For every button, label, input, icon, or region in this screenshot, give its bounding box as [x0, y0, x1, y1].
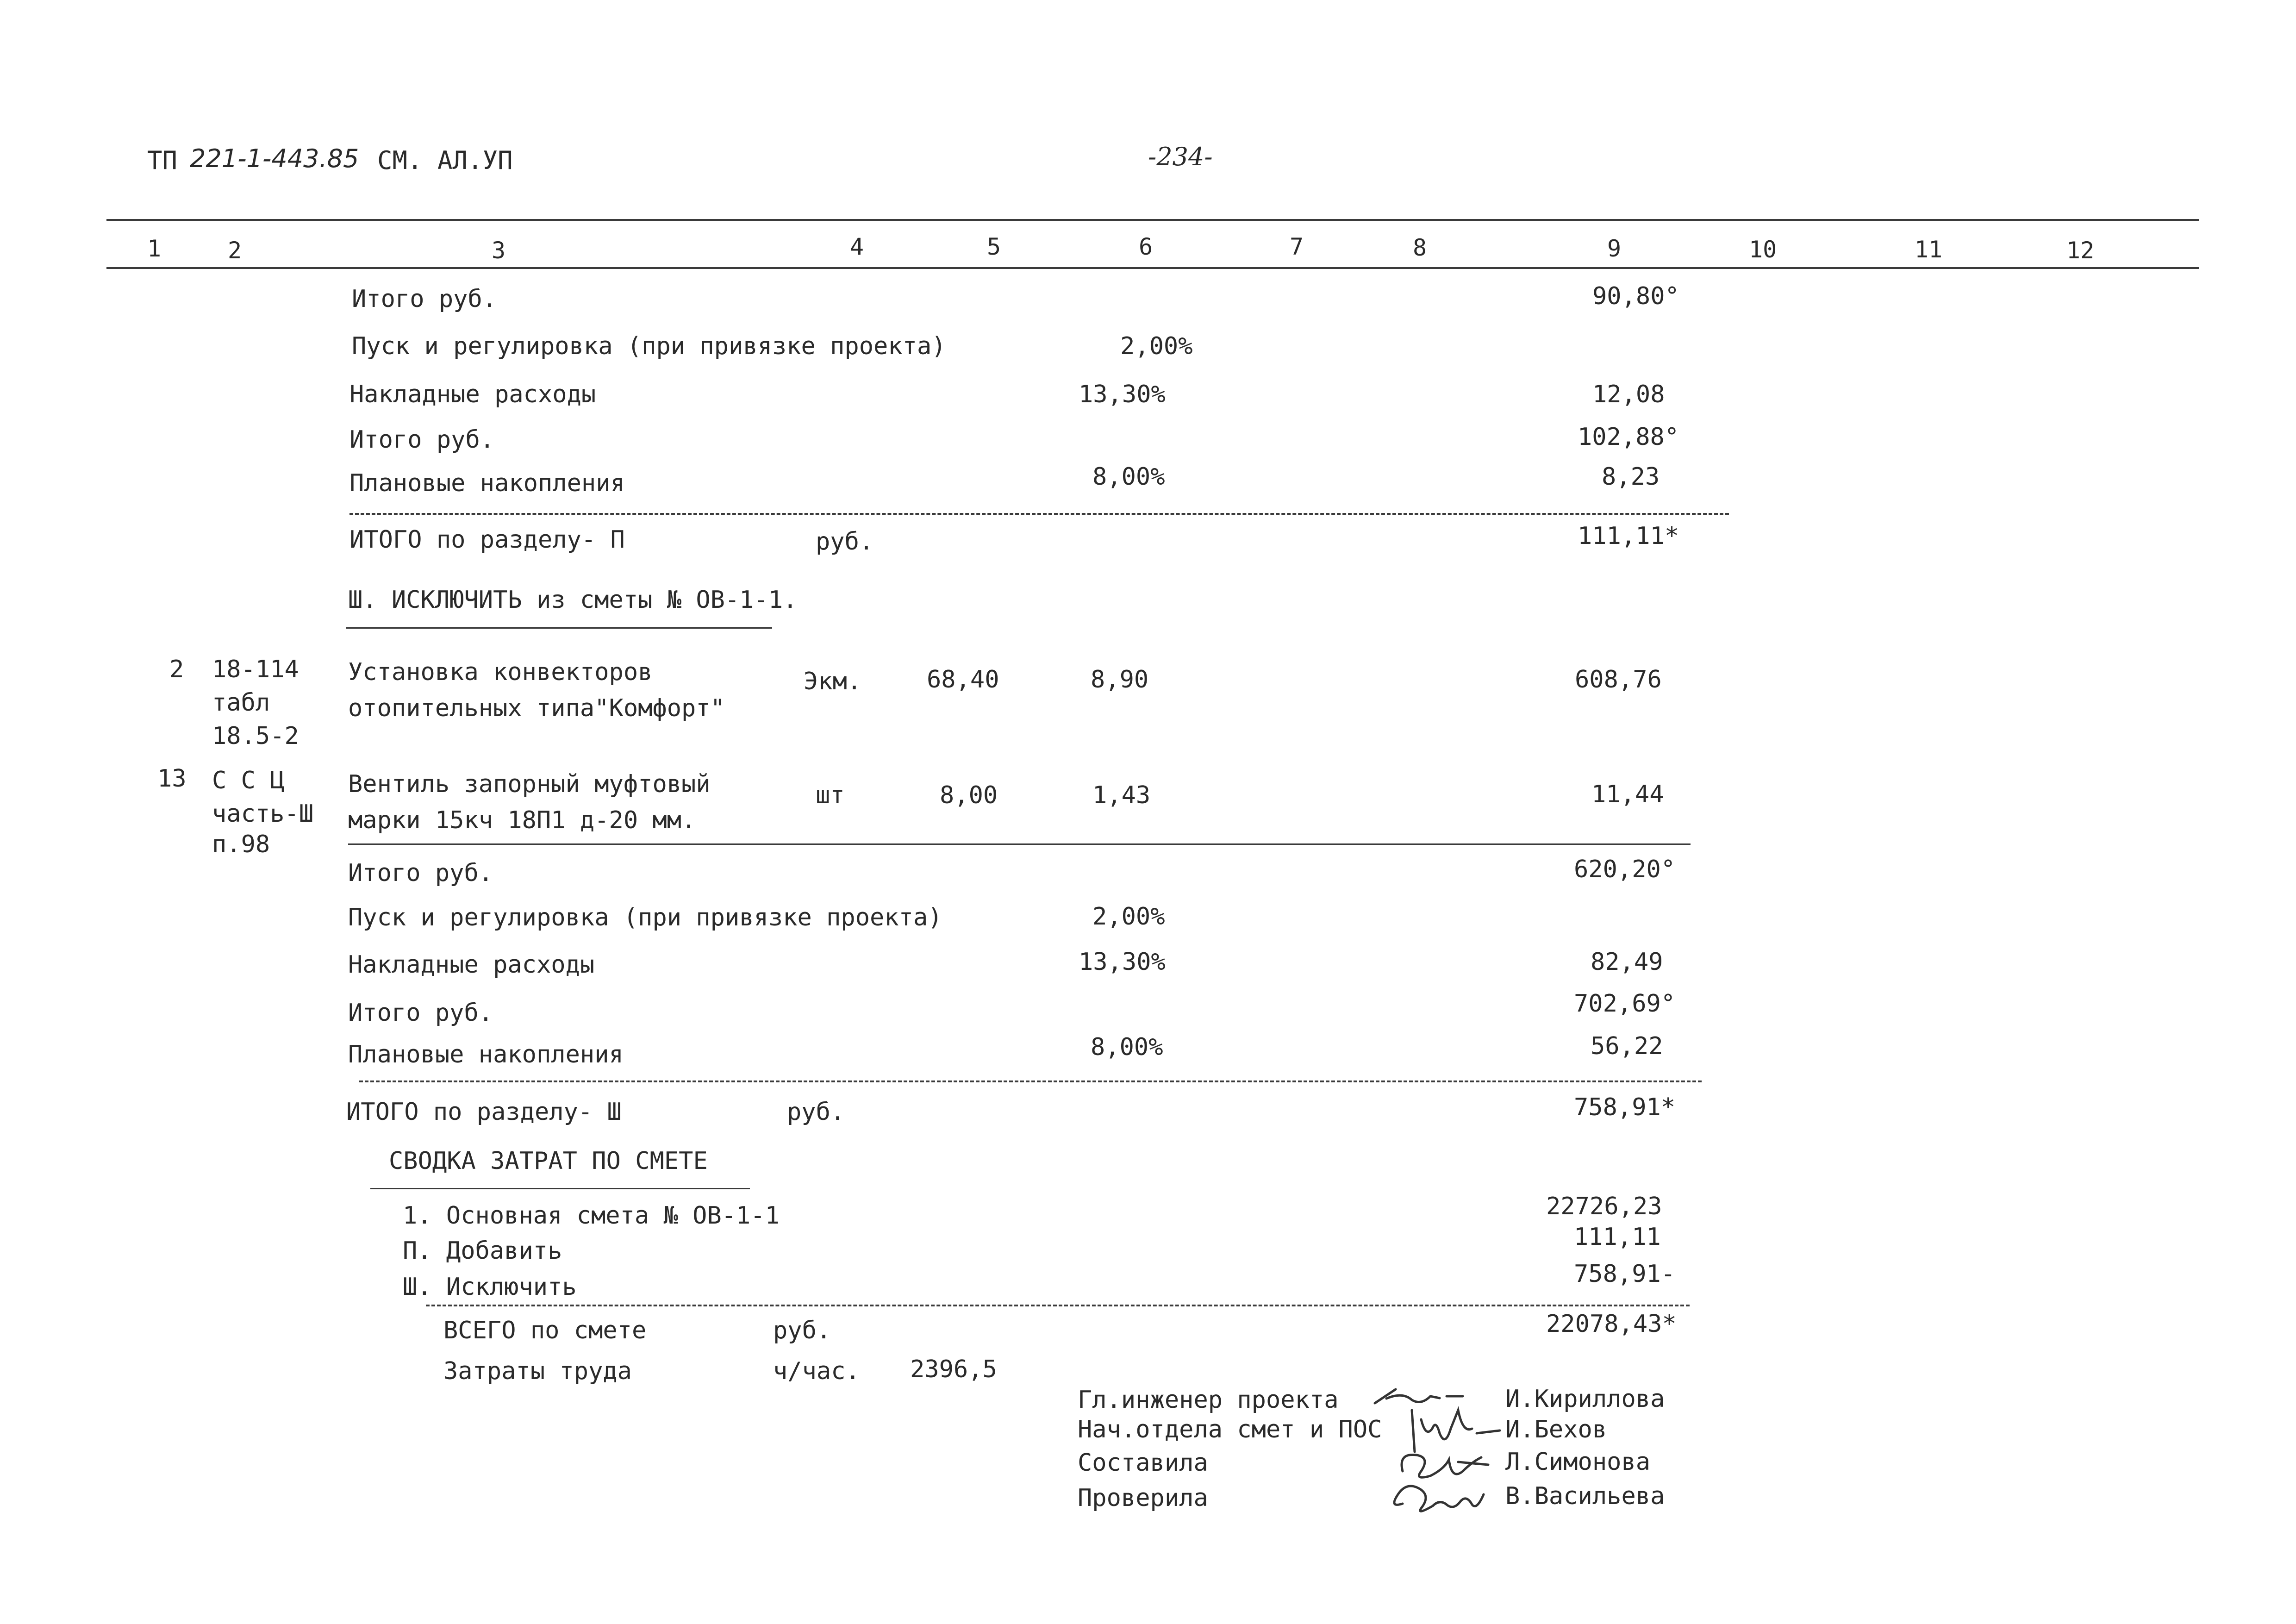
- row-name-line: Вентиль запорный муфтовый: [348, 770, 711, 798]
- column-number: 5: [987, 233, 1001, 260]
- column-number: 8: [1413, 234, 1427, 261]
- summary-title: СВОДКА ЗАТРАТ ПО СМЕТЕ: [389, 1147, 708, 1175]
- page-number: -234-: [1148, 142, 1213, 171]
- column-number: 2: [228, 237, 242, 264]
- signature-role: Нач.отдела смет и ПОС: [1078, 1416, 1382, 1443]
- section2-total-rule: [349, 513, 1729, 515]
- row-code-line: п.98: [212, 831, 270, 858]
- summary-item-label: П. Добавить: [403, 1237, 562, 1265]
- row-number: 13: [157, 765, 187, 793]
- section3-pusk-label: Пуск и регулировка (при привязке проекта): [348, 904, 942, 931]
- summary-total-rule: [426, 1305, 1690, 1306]
- summary-item-sum: 111,11: [1574, 1223, 1661, 1251]
- section3-itogo2-sum: 702,69°: [1574, 990, 1676, 1018]
- section3-title-underline: [346, 627, 772, 629]
- signature-role: Гл.инженер проекта: [1078, 1386, 1339, 1414]
- section3-title: Ш. ИСКЛЮЧИТЬ из сметы № ОВ-1-1.: [348, 586, 798, 614]
- section3-total-unit: руб.: [787, 1098, 845, 1126]
- section3-itogo1-sum: 620,20°: [1574, 856, 1676, 883]
- section2-total-label: ИТОГО по разделу- П: [349, 526, 625, 554]
- section2-total-unit: руб.: [816, 528, 874, 556]
- labor-unit: ч/час.: [773, 1357, 860, 1385]
- row-sum: 11,44: [1591, 781, 1664, 808]
- row-code-line: часть-Ш: [212, 800, 314, 828]
- section2-plan-sum: 8,23: [1602, 463, 1660, 491]
- column-number: 6: [1139, 233, 1153, 260]
- column-number: 4: [850, 233, 864, 260]
- section2-pusk-pct: 2,00%: [1120, 332, 1193, 360]
- doc-ref-suffix: СМ. АЛ.УП: [377, 146, 513, 175]
- signature-name: И.Бехов: [1505, 1416, 1607, 1443]
- summary-item-sum: 758,91-: [1574, 1260, 1676, 1288]
- section3-nakl-pct: 13,30%: [1079, 948, 1166, 976]
- row-code-line: С С Ц: [212, 767, 285, 794]
- column-number: 3: [492, 237, 506, 264]
- section3-total-label: ИТОГО по разделу- Ш: [346, 1098, 622, 1126]
- section3-plan-sum: 56,22: [1591, 1032, 1663, 1060]
- doc-ref-number: 221-1-443.85: [190, 144, 359, 173]
- row-name-line: отопительных типа"Комфорт": [348, 694, 725, 722]
- section3-plan-pct: 8,00%: [1091, 1033, 1163, 1061]
- section2-itogo1-sum: 90,80°: [1592, 282, 1679, 310]
- row-unit: шт: [816, 781, 845, 809]
- row-price: 1,43: [1092, 781, 1151, 809]
- column-number: 9: [1607, 235, 1622, 262]
- section3-itogo2-label: Итого руб.: [348, 999, 493, 1027]
- signature-name: В.Васильева: [1505, 1482, 1665, 1510]
- row-name-line: марки 15кч 18П1 д-20 мм.: [348, 806, 696, 834]
- row-unit: Экм.: [804, 668, 862, 695]
- row-code-line: табл: [212, 689, 270, 717]
- section2-itogo2-label: Итого руб.: [349, 426, 495, 454]
- column-number: 11: [1915, 236, 1943, 263]
- summary-title-underline: [370, 1188, 750, 1189]
- signature-name: Л.Симонова: [1505, 1448, 1651, 1476]
- signature-role: Составила: [1078, 1449, 1208, 1477]
- section2-pusk-label: Пуск и регулировка (при привязке проекта): [352, 332, 946, 360]
- section3-pusk-pct: 2,00%: [1092, 903, 1165, 931]
- doc-ref-prefix: ТП: [147, 146, 178, 175]
- section2-itogo1-label: Итого руб.: [352, 285, 497, 313]
- summary-item-label: 1. Основная смета № ОВ-1-1: [403, 1202, 780, 1230]
- summary-total-label: ВСЕГО по смете: [443, 1317, 647, 1344]
- row-qty: 8,00: [940, 781, 998, 809]
- section2-total-sum: 111,11*: [1578, 522, 1679, 550]
- section3-plan-label: Плановые накопления: [348, 1041, 624, 1068]
- handwritten-signature: [1389, 1476, 1491, 1518]
- section2-plan-pct: 8,00%: [1092, 463, 1165, 491]
- section2-nakl-sum: 12,08: [1592, 381, 1665, 408]
- section2-itogo2-sum: 102,88°: [1578, 423, 1679, 451]
- section3-total-sum: 758,91*: [1574, 1093, 1676, 1121]
- table-top-rule: [106, 219, 2199, 221]
- labor-label: Затраты труда: [443, 1357, 632, 1385]
- section2-nakl-label: Накладные расходы: [349, 381, 596, 408]
- section3-nakl-label: Накладные расходы: [348, 951, 595, 979]
- summary-item-label: Ш. Исключить: [403, 1273, 577, 1301]
- signature-role: Проверила: [1078, 1484, 1208, 1512]
- section3-nakl-sum: 82,49: [1591, 948, 1663, 976]
- row-code-line: 18.5-2: [212, 722, 299, 750]
- column-number: 1: [147, 235, 162, 262]
- summary-total-sum: 22078,43*: [1546, 1310, 1677, 1338]
- section2-plan-label: Плановые накопления: [349, 469, 625, 497]
- row-number: 2: [169, 656, 184, 683]
- column-number: 10: [1749, 236, 1777, 263]
- section2-nakl-pct: 13,30%: [1079, 381, 1166, 408]
- summary-total-unit: руб.: [773, 1317, 831, 1344]
- row-qty: 68,40: [927, 666, 999, 693]
- summary-item-sum: 22726,23: [1546, 1193, 1662, 1220]
- row-sum: 608,76: [1575, 666, 1662, 693]
- section3-rows-rule: [348, 843, 1691, 845]
- row-name-line: Установка конвекторов: [348, 658, 653, 686]
- row-price: 8,90: [1091, 666, 1149, 693]
- signature-name: И.Кириллова: [1505, 1385, 1665, 1413]
- section3-itogo1-label: Итого руб.: [348, 859, 493, 887]
- table-header-rule: [106, 267, 2199, 269]
- column-number: 7: [1290, 233, 1304, 260]
- section3-total-rule: [359, 1081, 1702, 1082]
- labor-value: 2396,5: [910, 1355, 997, 1383]
- row-code-line: 18-114: [212, 656, 299, 683]
- column-number: 12: [2066, 237, 2095, 264]
